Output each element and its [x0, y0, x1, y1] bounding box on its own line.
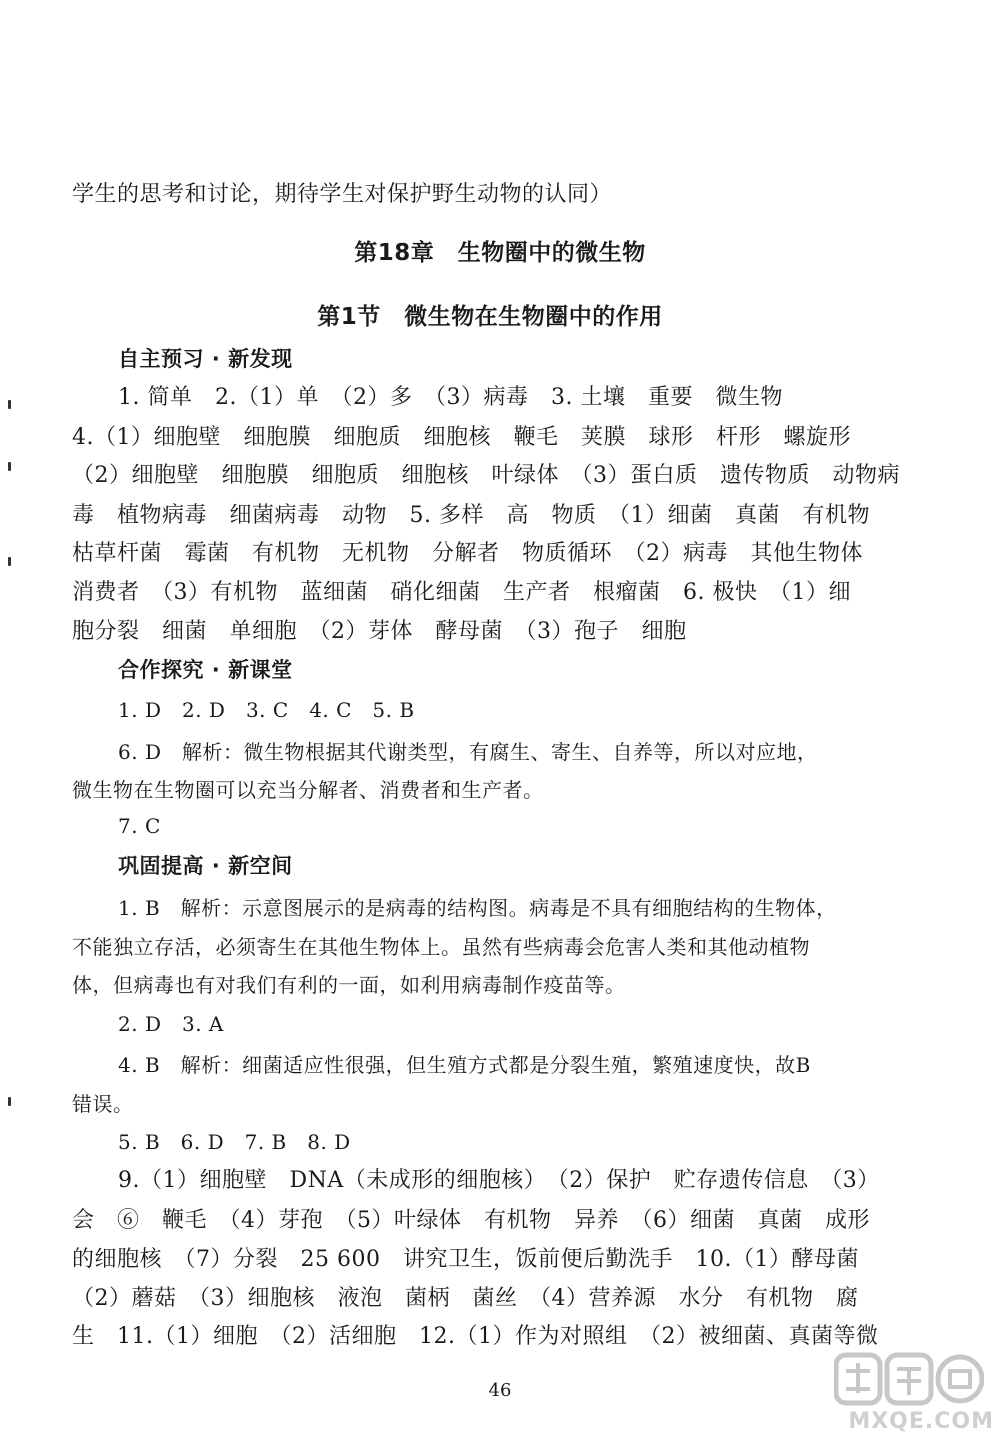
subsection-heading: 合作探究 · 新课堂 [118, 658, 293, 682]
chapter-title: 第18章 生物圈中的微生物 [354, 240, 646, 266]
subsection-heading: 自主预习 · 新发现 [118, 347, 293, 371]
answer-line: 胞分裂 细菌 单细胞 （2）芽体 酵母菌 （3）孢子 细胞 [72, 619, 687, 644]
scan-mark [8, 400, 11, 409]
answer-line: 错误。 [72, 1092, 134, 1116]
answer-line: 4.（1）细胞壁 细胞膜 细胞质 细胞核 鞭毛 荚膜 球形 杆形 螺旋形 [72, 425, 851, 450]
watermark-logo-icon [834, 1349, 984, 1409]
answer-line: 1. 简单 2.（1）单 （2）多 （3）病毒 3. 土壤 重要 微生物 [118, 385, 783, 410]
page-number: 46 [488, 1380, 512, 1401]
answer-line: （2）蘑菇 （3）细胞核 液泡 菌柄 菌丝 （4）营养源 水分 有机物 腐 [72, 1286, 859, 1311]
answer-line: 1. B 解析：示意图展示的是病毒的结构图。病毒是不具有细胞结构的生物体， [118, 896, 837, 920]
answer-line: 不能独立存活，必须寄生在其他生物体上。虽然有些病毒会危害人类和其他动植物 [72, 935, 810, 959]
scan-mark [8, 557, 11, 566]
answer-line: 的细胞核 （7）分裂 25 600 讲究卫生，饭前便后勤洗手 10.（1）酵母菌 [72, 1247, 859, 1272]
watermark-url: MXQE.COM [848, 1409, 994, 1434]
answer-line: 9.（1）细胞壁 DNA（未成形的细胞核） （2）保护 贮存遗传信息 （3） [118, 1168, 880, 1193]
answer-line: 体，但病毒也有对我们有利的一面，如利用病毒制作疫苗等。 [72, 973, 626, 997]
answer-line: 4. B 解析：细菌适应性很强，但生殖方式都是分裂生殖，繁殖速度快，故B [118, 1053, 811, 1077]
answer-line: 生 11.（1）细胞 （2）活细胞 12.（1）作为对照组 （2）被细菌、真菌等微 [72, 1324, 879, 1349]
scan-mark [8, 1097, 11, 1106]
watermark [824, 1349, 994, 1445]
answer-line: 会 ⑥ 鞭毛 （4）芽孢 （5）叶绿体 有机物 异养 （6）细菌 真菌 成形 [72, 1208, 870, 1233]
answer-line: 枯草杆菌 霉菌 有机物 无机物 分解者 物质循环 （2）病毒 其他生物体 [72, 541, 863, 566]
subsection-heading: 巩固提高 · 新空间 [118, 854, 293, 878]
answer-line: 5. B 6. D 7. B 8. D [118, 1130, 351, 1154]
answer-line: 2. D 3. A [118, 1012, 224, 1036]
answer-line: 6. D 解析：微生物根据其代谢类型，有腐生、寄生、自养等，所以对应地， [118, 740, 818, 764]
scan-mark [8, 462, 11, 471]
body-line: 学生的思考和讨论，期待学生对保护野生动物的认同） [72, 182, 613, 207]
answer-line: 毒 植物病毒 细菌病毒 动物 5. 多样 高 物质 （1）细菌 真菌 有机物 [72, 503, 870, 528]
answer-line: 7. C [118, 814, 161, 838]
answer-line: 微生物在生物圈可以充当分解者、消费者和生产者。 [72, 778, 544, 802]
answer-line: 1. D 2. D 3. C 4. C 5. B [118, 698, 415, 722]
section-title: 第1节 微生物在生物圈中的作用 [317, 304, 663, 330]
answer-line: 消费者 （3）有机物 蓝细菌 硝化细菌 生产者 根瘤菌 6. 极快 （1）细 [72, 580, 851, 605]
answer-line: （2）细胞壁 细胞膜 细胞质 细胞核 叶绿体 （3）蛋白质 遗传物质 动物病 [72, 463, 900, 488]
